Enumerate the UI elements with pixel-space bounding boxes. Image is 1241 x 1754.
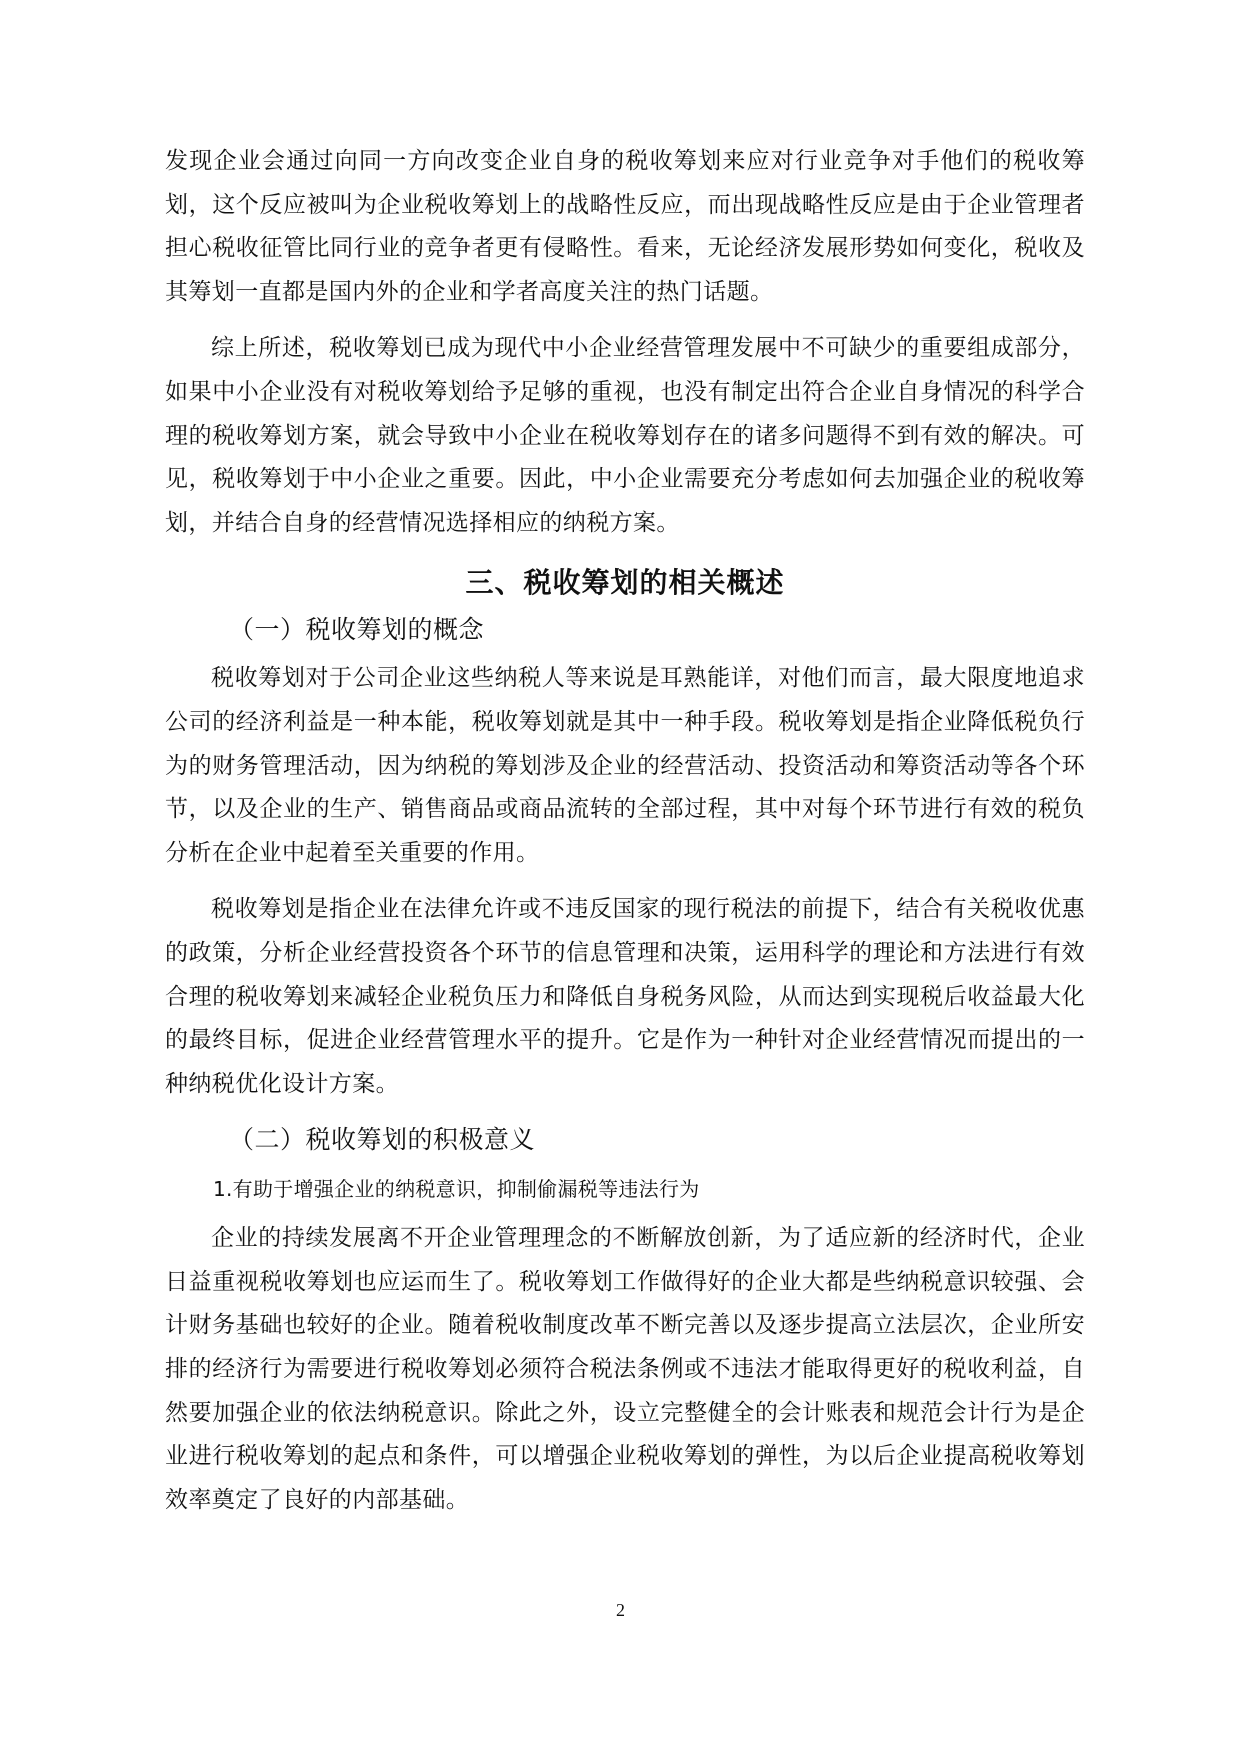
paragraph-significance-1: 企业的持续发展离不开企业管理理念的不断解放创新，为了适应新的经济时代，企业日益重视税收筹划也应运而生了。税收筹划工作做得好的企业大都是些纳税意识较强、会计财务基础也较好的企业。随着税收制度改革不断完善以及逐步提高立法层次，企业所安排的经济行为需要进行税收筹划必须符合税法条例或不违法才能取得更好的税收利益，自然要加强企业的依法纳税意识。除此之外，设立完整健全的会计账表和规范会计行为是企业进行税收筹划的起点和条件，可以增强企业税收筹划的弹性，为以后企业提高税收筹划效率奠定了良好的内部基础。	[165, 1225, 1085, 1513]
paragraph-concept-2: 税收筹划是指企业在法律允许或不违反国家的现行税法的前提下，结合有关税收优惠的政策，分析企业经营投资各个环节的信息管理和决策，运用科学的理论和方法进行有效合理的税收筹划来减轻企业税负压力和降低自身税务风险，从而达到实现税后收益最大化的最终目标，促进企业经营管理水平的提升。它是作为一种针对企业经营情况而提出的一种纳税优化设计方案。	[165, 896, 1085, 1097]
section-heading: 三、税收筹划的相关概述	[465, 566, 785, 600]
paragraph-continued: 发现企业会通过向同一方向改变企业自身的税收筹划来应对行业竞争对手他们的税收筹划，这个反应被叫为企业税收筹划上的战略性反应，而出现战略性反应是由于企业管理者担心税收征管比同行业的竞争者更有侵略性。看来，无论经济发展形势如何变化，税收及其筹划一直都是国内外的企业和学者高度关注的热门话题。	[165, 148, 1085, 305]
paragraph-concept-1: 税收筹划对于公司企业这些纳税人等来说是耳熟能详，对他们而言，最大限度地追求公司的经济利益是一种本能，税收筹划就是其中一种手段。税收筹划是指企业降低税负行为的财务管理活动，因为纳税的筹划涉及企业的经营活动、投资活动和筹资活动等各个环节，以及企业的生产、销售商品或商品流转的全部过程，其中对每个环节进行有效的税负分析在企业中起着至关重要的作用。	[165, 665, 1085, 866]
page-number: 2	[616, 1600, 625, 1620]
subsection-heading-concept: （一）税收筹划的概念	[229, 615, 485, 645]
paragraph-summary: 综上所述，税收筹划已成为现代中小企业经营管理发展中不可缺少的重要组成部分，如果中小企业没有对税收筹划给予足够的重视，也没有制定出符合企业自身情况的科学合理的税收筹划方案，就会导致中小企业在税收筹划存在的诸多问题得不到有效的解决。可见，税收筹划于中小企业之重要。因此，中小企业需要充分考虑如何去加强企业的税收筹划，并结合自身的经营情况选择相应的纳税方案。	[165, 335, 1085, 536]
item-heading-1: 1.有助于增强企业的纳税意识，抑制偷漏税等违法行为	[213, 1177, 700, 1202]
subsection-heading-significance: （二）税收筹划的积极意义	[229, 1125, 536, 1155]
page-content	[165, 140, 1085, 1522]
